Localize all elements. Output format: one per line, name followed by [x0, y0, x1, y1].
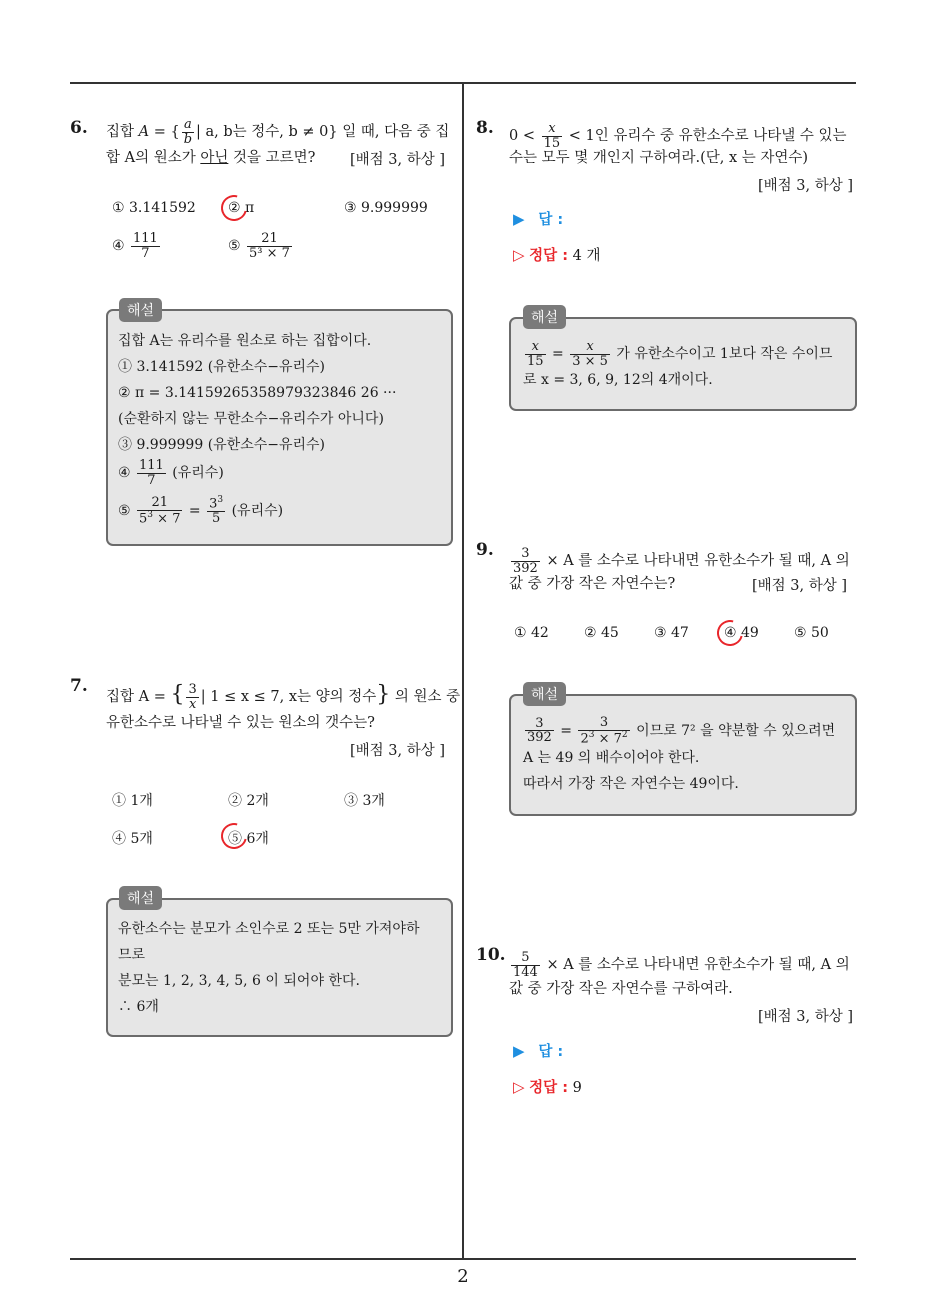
q6-set-fraction: $\frac{a}{b}$ [183, 117, 193, 147]
q10-stem-fraction: $\frac{5}{144}$ [513, 950, 538, 980]
q8-stem-line2: 수는 모두 몇 개인지 구하여라.(단, x 는 자연수) [509, 150, 809, 166]
q6-exp-line6-text: (유리수) [172, 465, 224, 482]
q7-explanation-tag: 해설 [119, 886, 162, 910]
q10-answer-row[interactable] [513, 1040, 563, 1061]
q10-answer-label: 답 : [538, 1044, 564, 1060]
q8-stem-line1 [509, 122, 847, 150]
q7-choice-3[interactable]: ③ 3개 [344, 793, 385, 809]
q7-choice-2[interactable]: ② 2개 [228, 793, 269, 809]
q6-choice-4[interactable] [112, 232, 162, 260]
q9-choice-1[interactable]: ① 42 [514, 625, 549, 641]
page-number: 2 [457, 1266, 469, 1287]
q9-meta: [배점 3, 하상 ] [752, 578, 848, 594]
outline-arrow-icon: ▷ [513, 1078, 525, 1096]
q9-exp-line1-text: 이므로 7² 을 약분할 수 있으려면 [636, 722, 836, 739]
q7-exp-line3: 분모는 1, 2, 3, 4, 5, 6 이 되어야 한다. [118, 973, 360, 989]
q7-set-fraction: $\frac{3}{x}$ [188, 682, 197, 712]
q9-exp-fraction-3-392: $\frac{3}{392}$ [527, 715, 552, 746]
q6-choice-4-fraction: $\frac{111}{7}$ [133, 231, 158, 261]
q8-exp-line2: 로 x = 3, 6, 9, 12의 4개이다. [523, 372, 713, 388]
q8-correct-label: 정답 : [529, 248, 569, 264]
q8-exp-line1: $\frac{x}{15}$ = $\frac{x}{3 \times 5}$ 가 유한소수이고 1보다 작은 수이므 [527, 339, 833, 369]
q8-exp-line1-text: 가 유한소수이고 1보다 작은 수이므 [616, 346, 833, 363]
q8-correct-row [513, 244, 600, 265]
q8-meta: [배점 3, 하상 ] [758, 178, 854, 194]
q7-choice-4[interactable]: ④ 5개 [112, 831, 153, 847]
bottom-rule [70, 1258, 856, 1260]
q10-number: 10. [476, 945, 506, 965]
q7-exp-line4: ∴ 6개 [118, 999, 159, 1015]
q7-stem-t3: 의 원소 중 [394, 689, 461, 706]
q10-stem-line2: 값 중 가장 작은 자연수를 구하여라. [509, 981, 733, 997]
q10-correct-value: 9 [572, 1080, 582, 1096]
q6-exp-fraction-111-7: $\frac{111}{7}$ [139, 458, 164, 488]
q6-choice-5[interactable] [228, 232, 294, 260]
q7-stem-line2: 유한소수로 나타낼 수 있는 원소의 갯수는? [106, 715, 375, 731]
play-arrow-icon: ▶ [513, 1042, 525, 1060]
q6-exp-fraction-3-5: $\frac{3^3}{5}$ [209, 495, 224, 526]
q9-exp-fraction-3-2x7: $\frac{3}{2^3 \times 7^2}$ [580, 715, 628, 746]
q7-stem-line1: 집합 A = { $\frac{3}{x}$ | 1 ≤ x ≤ 7, x는 양의 정수} 의 원소 중 [106, 682, 461, 712]
q9-stem-t1: × A 를 소수로 나타내면 유한소수가 될 때, A 의 [546, 553, 850, 570]
q8-answer-label: 답 : [538, 212, 564, 228]
q7-exp-line2: 므로 [118, 947, 146, 963]
q6-choice-5-fraction: $\frac{21}{\text{5³ × 7}}$ [249, 231, 290, 261]
q6-stem-t3b: 것을 고르면? [232, 150, 316, 166]
q10-stem-line1 [509, 951, 850, 979]
q8-stem-fraction: $\frac{x}{15}$ [543, 121, 561, 151]
q8-answer-row[interactable] [513, 208, 563, 229]
q6-exp-fraction-21: $\frac{21}{5^3 \times 7}$ [139, 495, 181, 526]
q6-exp-line2: ① 3.141592 (유한소수−유리수) [118, 359, 326, 375]
q6-choice-3[interactable]: ③ 9.999999 [344, 200, 428, 216]
q7-stem-t1: 집합 A = [106, 689, 166, 706]
q8-correct-value: 4 개 [572, 248, 601, 264]
q9-exp-line1: $\frac{3}{392}$ = $\frac{3}{2^3 \times 7^2}$ 이므로 7² 을 약분할 수 있으려면 [527, 715, 836, 746]
q7-number: 7. [70, 676, 88, 696]
q8-explanation-tag: 해설 [523, 305, 566, 329]
q6-underlined-word: 아닌 [200, 150, 229, 166]
q9-exp-line2: A 는 49 의 배수이어야 한다. [523, 750, 700, 766]
q9-stem-line1 [509, 547, 850, 575]
q6-choice-4-label: ④ [112, 238, 125, 255]
q6-exp-line1: 집합 A는 유리수를 원소로 하는 집합이다. [118, 333, 372, 349]
q6-stem-line1: 집합 A = { $\frac{a}{b}$ | a, b는 정수, b ≠ 0} 일 때, 다음 중 집 [106, 117, 450, 147]
q8-number: 8. [476, 118, 494, 138]
q6-answer-circle-mark [216, 190, 255, 226]
q6-exp-line7: ⑤ $\frac{21}{5^3 \times 7}$ = $\frac{3^3}{5}$ (유리수) [118, 495, 284, 526]
q10-stem-t1: × A 를 소수로 나타내면 유한소수가 될 때, A 의 [546, 957, 850, 974]
q9-choice-3[interactable]: ③ 47 [654, 625, 689, 641]
q6-choice-5-label: ⑤ [228, 238, 241, 255]
q8-stem-t1: 0 < [509, 128, 535, 145]
q6-meta: [배점 3, 하상 ] [350, 152, 446, 168]
q6-stem-line2 [106, 148, 315, 168]
q6-stem-t1: 집합 [106, 124, 135, 141]
q9-stem-fraction: $\frac{3}{392}$ [513, 546, 538, 576]
q9-answer-circle-mark [712, 615, 748, 651]
column-divider [462, 84, 464, 1258]
q6-choice-2[interactable]: ② π [228, 200, 255, 216]
q8-stem-t2: < 1인 유리수 중 유한소수로 나타낼 수 있는 [568, 128, 847, 145]
q6-exp-line3: ② π = 3.14159265358979323846 26 ··· [118, 385, 397, 401]
q6-exp-line6: ④ $\frac{111}{7}$ (유리수) [118, 458, 224, 488]
q9-choice-4[interactable]: ④ 49 [724, 625, 759, 641]
q6-explanation-tag: 해설 [119, 298, 162, 322]
q9-explanation-tag: 해설 [523, 682, 566, 706]
outline-arrow-icon: ▷ [513, 246, 525, 264]
q10-meta: [배점 3, 하상 ] [758, 1009, 854, 1025]
q10-correct-row [513, 1076, 582, 1097]
q6-exp-line4: (순환하지 않는 무한소수−유리수가 아니다) [118, 411, 384, 427]
q6-number: 6. [70, 118, 88, 138]
q9-number: 9. [476, 540, 494, 560]
q7-choice-5[interactable]: ⑤ 6개 [228, 831, 269, 847]
q8-exp-fraction-x-3x5: $\frac{x}{3 \times 5}$ [572, 339, 608, 369]
q6-exp-line7-text: (유리수) [231, 502, 284, 519]
q9-stem-line2: 값 중 가장 작은 자연수는? [509, 576, 676, 592]
q6-stem-t3: 합 A의 원소가 [106, 150, 196, 166]
q9-exp-line3: 따라서 가장 작은 자연수는 49이다. [523, 776, 739, 792]
play-arrow-icon: ▶ [513, 210, 525, 228]
q7-answer-circle-mark [216, 818, 252, 854]
q9-choice-2[interactable]: ② 45 [584, 625, 619, 641]
q6-choice-1[interactable]: ① 3.141592 [112, 200, 196, 216]
q7-meta: [배점 3, 하상 ] [350, 743, 446, 759]
q7-exp-line1: 유한소수는 분모가 소인수로 2 또는 5만 가져야하 [118, 921, 420, 937]
q8-exp-fraction-x-15: $\frac{x}{15}$ [527, 339, 544, 369]
q6-stem-t2: a, b는 정수, b ≠ 0} 일 때, 다음 중 집 [205, 124, 450, 141]
q7-stem-t2: 1 ≤ x ≤ 7, x는 양의 정수 [210, 689, 377, 706]
q7-choice-1[interactable]: ① 1개 [112, 793, 153, 809]
q6-exp-line5: ③ 9.999999 (유한소수−유리수) [118, 437, 326, 453]
q9-choice-5[interactable]: ⑤ 50 [794, 625, 829, 641]
q10-correct-label: 정답 : [529, 1080, 569, 1096]
